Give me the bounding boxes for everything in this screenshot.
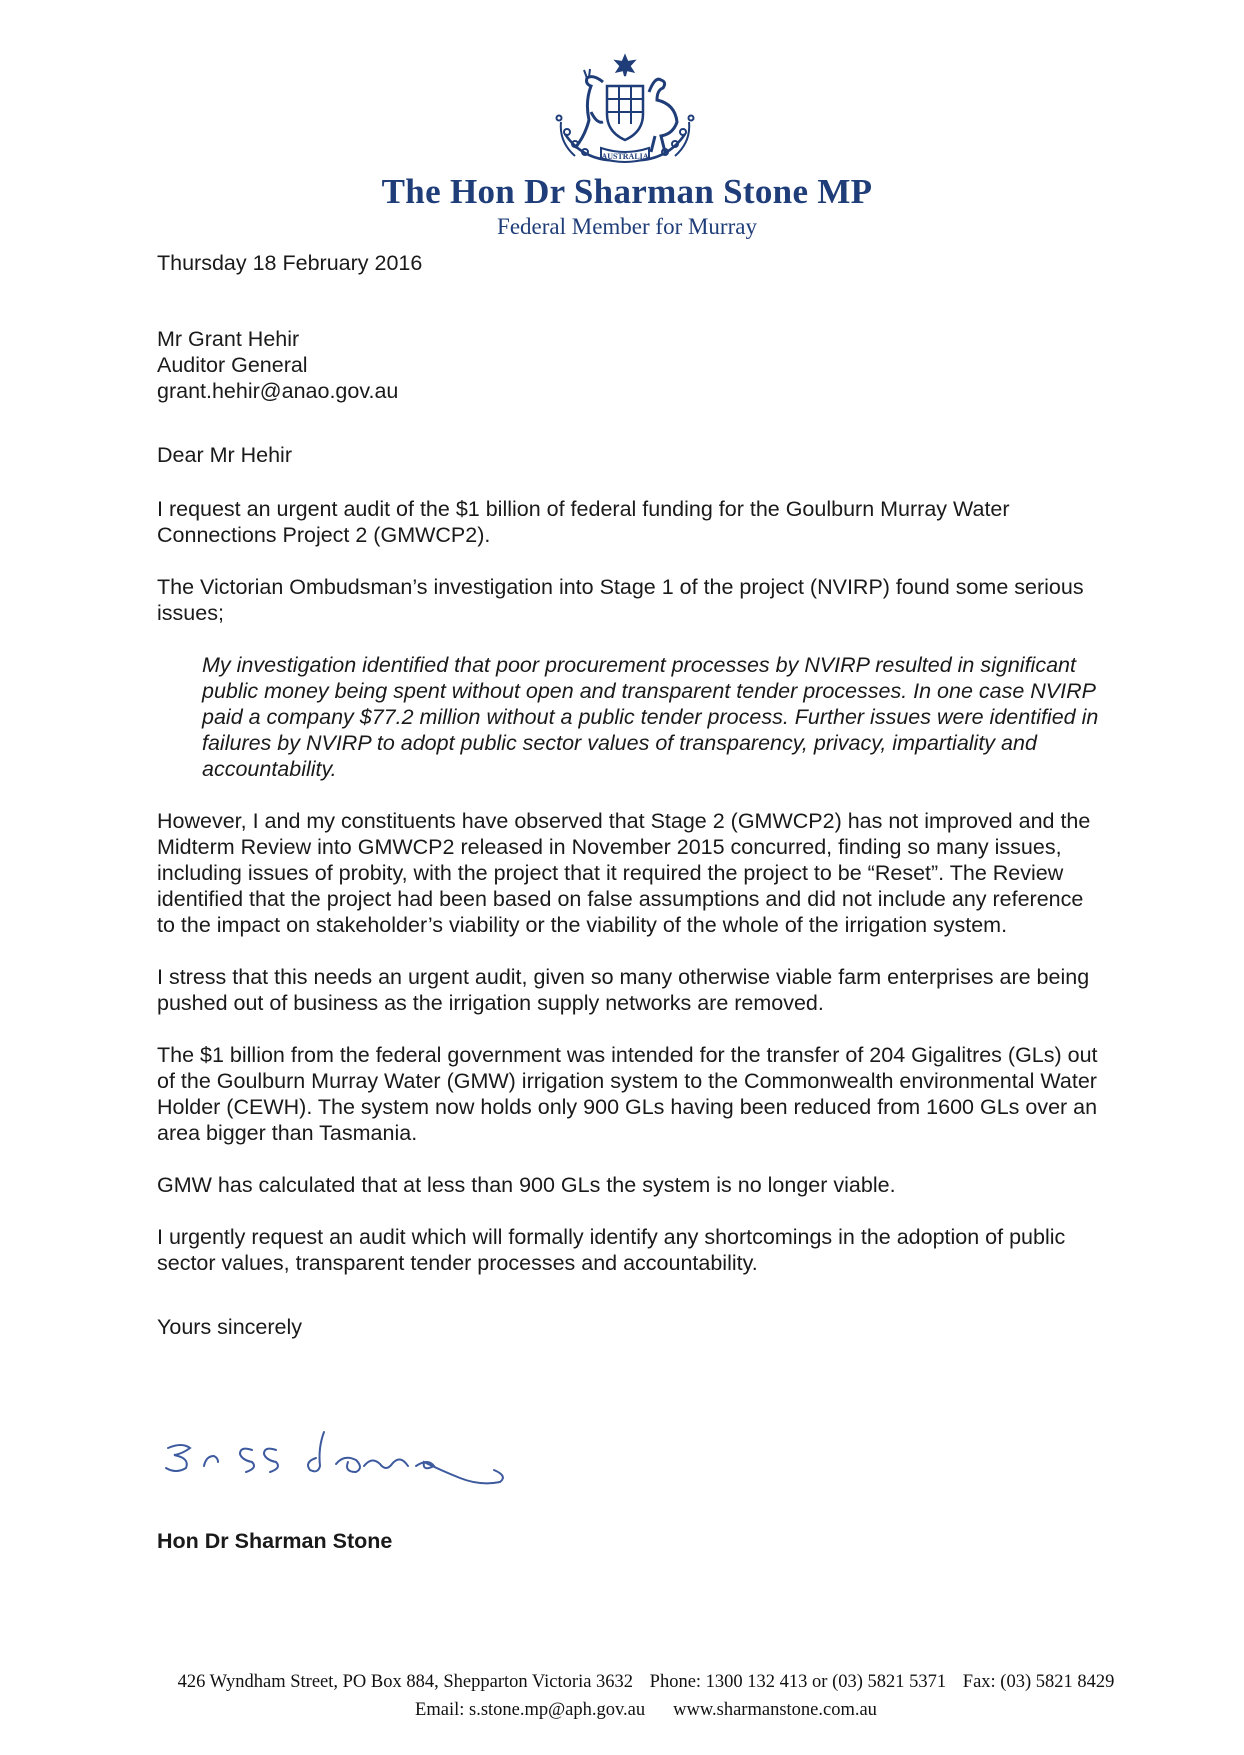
handwritten-signature [160,1428,530,1500]
footer-line-2 [48,1696,1244,1724]
footer-fax: Fax: (03) 5821 8429 [962,1672,1115,1692]
paragraph-5: The $1 billion from the federal government was intended for the transfer of 204 Gigalitres (GLs) out of the Goulburn Murray Water (GMW) irrigation system to the Commonwealth environmental Water Holder (CEWH). The system now holds only 900 GLs having been reduced from 1600 GLs over an area bigger than Tasmania. [157,1043,1098,1145]
letter-date: Thursday 18 February 2016 [157,251,423,275]
salutation: Dear Mr Hehir [157,443,292,467]
paragraph-1: I request an urgent audit of the $1 billion of federal funding for the Goulburn Murray Water Connections Project 2 (GMWCP2). [157,497,1010,547]
closing: Yours sincerely [157,1315,302,1339]
paragraph-2: The Victorian Ombudsman’s investigation into Stage 1 of the project (NVIRP) found some serious issues; [157,575,1084,625]
member-title: Federal Member for Murray [497,214,757,239]
letter-body [157,250,1107,1340]
paragraph-4: I stress that this needs an urgent audit, given so many otherwise viable farm enterprises are being pushed out of business as the irrigation supply networks are removed. [157,965,1090,1015]
member-name: The Hon Dr Sharman Stone MP [381,172,873,211]
footer-website: www.sharmanstone.com.au [673,1700,877,1720]
ombudsman-quote: My investigation identified that poor procurement processes by NVIRP resulted in significant public money being spent without open and transparent tender processes. In one case NVIRP paid a company $77.2 million without a public tender process. Further issues were identified in failures by NVIRP to adopt public sector values of transparency, privacy, impartiality and accountability. [202,653,1099,781]
paragraph-6: GMW has calculated that at less than 900 GLs the system is no longer viable. [157,1173,896,1197]
recipient-address [157,326,1107,404]
recipient-position: Auditor General [157,353,308,377]
paragraph-7: I urgently request an audit which will formally identify any shortcomings in the adoption of public sector values, transparent tender processes and accountability. [157,1225,1066,1275]
letterhead [0,172,1244,241]
footer-email: Email: s.stone.mp@aph.gov.au [415,1700,646,1720]
footer-line-1 [48,1668,1244,1696]
coat-of-arms-icon [545,52,705,176]
recipient-name: Mr Grant Hehir [157,327,300,351]
footer-address: 426 Wyndham Street, PO Box 884, Shepparton Victoria 3632 [177,1672,634,1692]
footer [0,1668,1244,1724]
recipient-email: grant.hehir@anao.gov.au [157,379,399,403]
footer-phone: Phone: 1300 132 413 or (03) 5821 5371 [649,1672,947,1692]
svg-text:AUSTRALIA: AUSTRALIA [601,152,649,161]
paragraph-3: However, I and my constituents have observed that Stage 2 (GMWCP2) has not improved and the Midterm Review into GMWCP2 released in November 2015 concurred, finding so many issues, including issues of probity, with the project that it required the project to be “Reset”. The Review identified that the project had been based on false assumptions and did not include any reference to the impact on stakeholder’s viability or the viability of the whole of the irrigation system. [157,809,1091,937]
signatory-name: Hon Dr Sharman Stone [157,1529,393,1553]
